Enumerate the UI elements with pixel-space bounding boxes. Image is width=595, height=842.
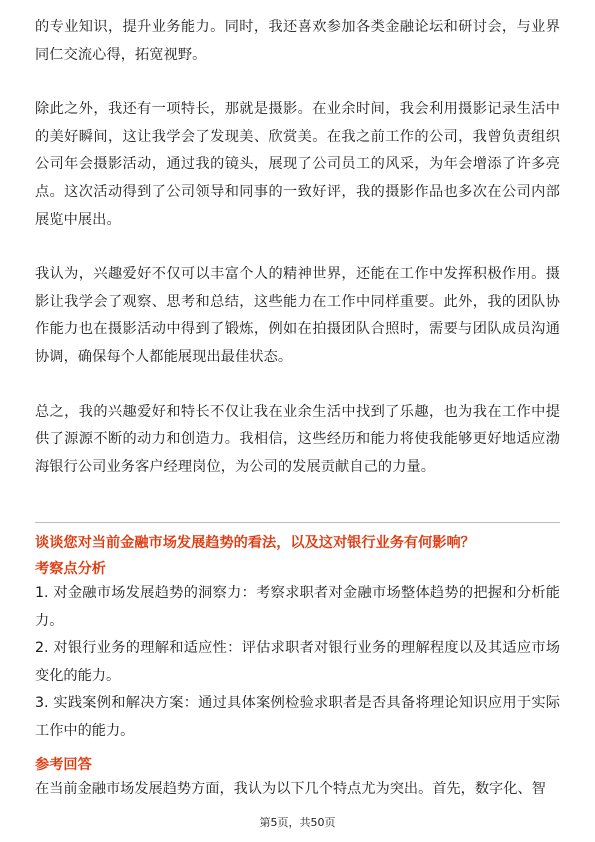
answer-heading: 参考回答	[35, 756, 92, 773]
analysis-item: 2. 对银行业务的理解和适应性：评估求职者对银行业务的理解程度以及其适应市场变化的能力。	[35, 640, 560, 684]
paragraph-gap	[35, 69, 560, 96]
analysis-heading: 考察点分析	[35, 561, 106, 577]
question-section	[35, 558, 560, 803]
paragraph-gap	[35, 234, 560, 261]
paragraph-gap	[35, 372, 560, 399]
answer-text: 在当前金融市场发展趋势方面，我认为以下几个特点尤为突出。首先，数字化、智	[35, 780, 546, 797]
paragraph-conclusion: 总之，我的兴趣爱好和特长不仅让我在业余生活中找到了乐趣，也为我在工作中提供了源源不断的动力和创造力。我相信，这些经历和能力将使我能够更好地适应渤海银行公司业务客户经理岗位，为公司的发展贡献自己的力量。	[35, 403, 560, 475]
paragraph-photography: 除此之外，我还有一项特长，那就是摄影。在业余时间，我会利用摄影记录生活中的美好瞬间，这让我学会了发现美、欣赏美。在我之前工作的公司，我曾负责组织公司年会摄影活动，通过我的镜头，展现了公司员工的风采，为年会增添了许多亮点。这次活动得到了公司领导和同事的一致好评，我的摄影作品也多次在公司内部展览中展出。	[35, 101, 560, 228]
body-text	[35, 14, 560, 481]
page-number: 第5页，共50页	[259, 816, 336, 829]
analysis-item: 1. 对金融市场发展趋势的洞察力：考察求职者对金融市场整体趋势的把握和分析能力。	[35, 585, 560, 629]
paragraph-continuation: 的专业知识，提升业务能力。同时，我还喜欢参加各类金融论坛和研讨会，与业界同仁交流心得，拓宽视野。	[35, 19, 560, 63]
interview-question: 谈谈您对当前金融市场发展趋势的看法，以及这对银行业务有何影响？	[35, 535, 475, 551]
paragraph-hobby-value: 我认为，兴趣爱好不仅可以丰富个人的精神世界，还能在工作中发挥积极作用。摄影让我学会了观察、思考和总结，这些能力在工作中同样重要。此外，我的团队协作能力也在摄影活动中得到了锻炼，例如在拍摄团队合照时，需要与团队成员沟通协调，确保每个人都能展现出最佳状态。	[35, 266, 560, 365]
analysis-item: 3. 实践案例和解决方案：通过具体案例检验求职者是否具备将理论知识应用于实际工作中的能力。	[35, 695, 560, 739]
section-divider	[35, 522, 560, 523]
